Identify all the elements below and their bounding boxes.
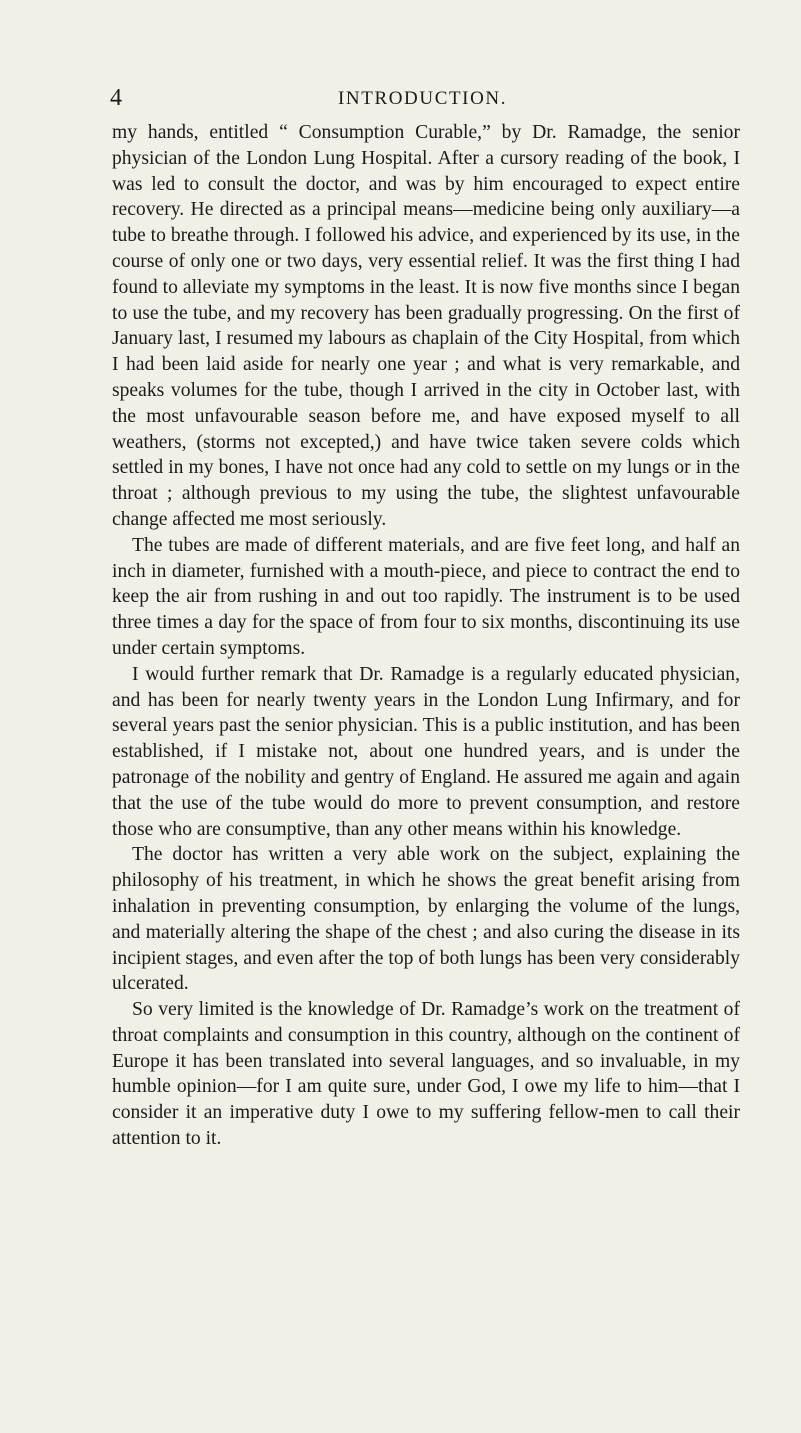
paragraph: I would further remark that Dr. Ramadge is a regularly educated physician, and has been for nearly twenty years in the London Lung Infirmary, and for several years past the senior physician. This is a public institution, and has been established, if I mistake not, about one hundred years, and is under the patronage of the nobility and gentry of England. He assured me again and again that the use of the tube would do more to prevent consumption, and restore those who are consumptive, than any other means within his knowledge. <box>112 663 740 840</box>
paragraph: So very limited is the knowledge of Dr. Ramadge’s work on the treatment of throat complaints and consumption in this country, although on the continent of Europe it has been translated into several languages, and so invaluable, in my humble opinion—for I am quite sure, under God, I owe my life to him—that I consider it an imperative duty I owe to my suffering fellow-men to call their attention to it. <box>112 999 740 1150</box>
paragraph: The tubes are made of different materials, and are five feet long, and half an inch in diameter, furnished with a mouth-piece, and piece to contract the end to keep the air from rushing in and out too rapidly. The instrument is to be used three times a day for the space of from four to six months, discontinuing its use under certain symptoms. <box>112 534 740 659</box>
paragraph: my hands, entitled “ Consumption Curable,” by Dr. Ramadge, the senior physician of the London Lung Hospital. After a cursory reading of the book, I was led to consult the doctor, and was by him encouraged to expect entire recovery. He directed as a principal means—medicine being only auxiliary—a tube to breathe through. I followed his advice, and experienced by its use, in the course of only one or two days, very essential relief. It was the first thing I had found to alleviate my symptoms in the least. It is now five months since I began to use the tube, and my recovery has been gradually progressing. On the first of January last, I resumed my labours as chaplain of the City Hospital, from which I had been laid aside for nearly one year ; and what is very remarkable, and speaks volumes for the tube, though I arrived in the city in October last, with the most unfavourable season before me, and have exposed myself to all weathers, (storms not excepted,) and have twice taken severe colds which settled in my bones, I have not once had any cold to settle on my lungs or in the throat ; although previous to my using the tube, the slightest unfavourable change affected me most seriously. <box>112 122 740 530</box>
paragraph: The doctor has written a very able work on the subject, explaining the philosophy of his treatment, in which he shows the great benefit arising from inhalation in preventing consumption, by enlarging the volume of the lungs, and materially altering the shape of the chest ; and also curing the disease in its incipient stages, and even after the top of both lungs has been very considerably ulcerated. <box>112 844 740 995</box>
body-text <box>112 120 740 1152</box>
running-title: INTRODUCTION. <box>338 88 508 109</box>
running-head <box>110 86 750 110</box>
page-number: 4 <box>110 85 122 111</box>
